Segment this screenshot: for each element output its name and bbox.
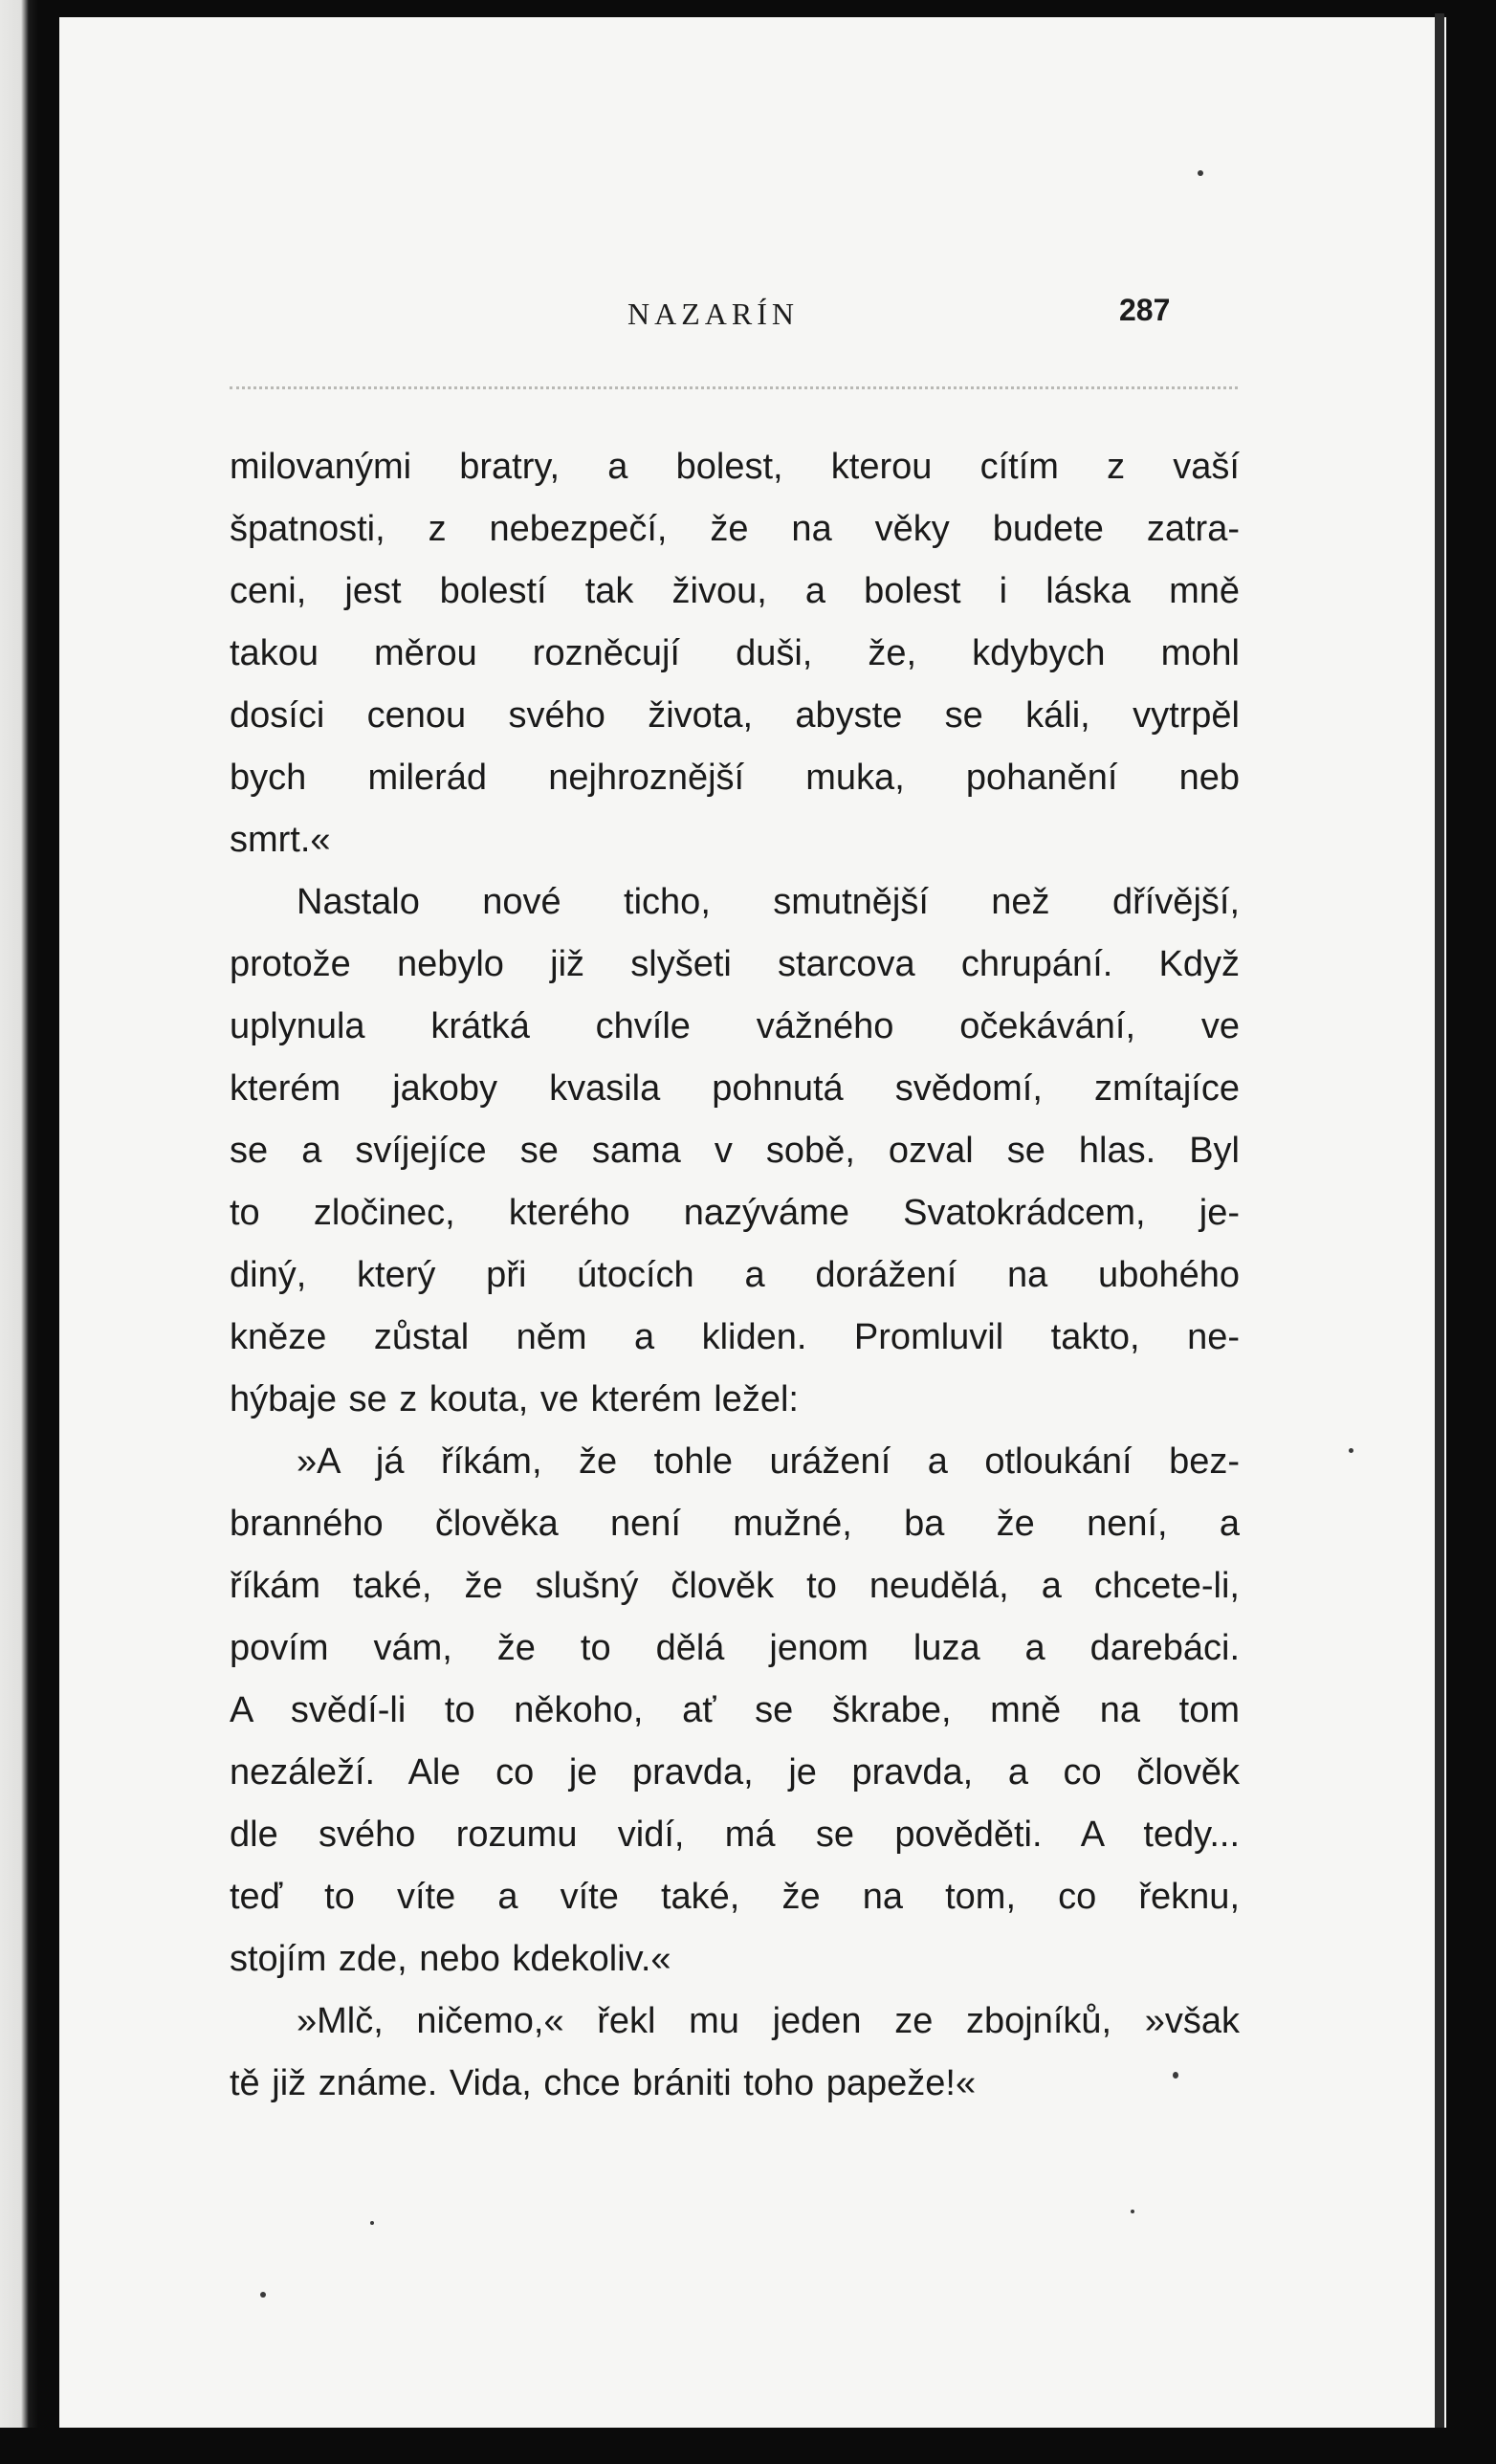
book-page xyxy=(59,17,1446,2443)
scan-speck xyxy=(1198,170,1203,176)
text-line: dosíci cenou svého života, abyste se káli, vytrpěl xyxy=(230,695,1240,736)
text-line: Nastalo nové ticho, smutnější než dřívější, xyxy=(297,882,1240,922)
text-line: tě již známe. Vida, chce brániti toho papeže!« xyxy=(230,2063,977,2103)
text-line: diný, který při útocích a dorážení na ubohého xyxy=(230,1255,1240,1295)
page-number: 287 xyxy=(1119,293,1171,327)
text-line: takou měrou rozněcují duši, že, kdybych mohl xyxy=(230,633,1240,673)
text-line: bych milerád nejhroznější muka, pohanění neb xyxy=(230,758,1240,798)
scan-speck xyxy=(1173,2072,1178,2079)
text-line: dle svého rozumu vidí, má se pověděti. A tedy... xyxy=(230,1815,1240,1855)
running-title: NAZARÍN xyxy=(627,297,799,331)
text-line: nezáleží. Ale co je pravda, je pravda, a co člověk xyxy=(230,1752,1240,1793)
text-line: »A já říkám, že tohle urážení a otloukání bez- xyxy=(297,1441,1240,1482)
text-line: milovanými bratry, a bolest, kterou cítím z vaší xyxy=(230,447,1240,487)
text-line: stojím zde, nebo kdekoliv.« xyxy=(230,1939,671,1979)
page-bottom-edge xyxy=(0,2428,1496,2464)
text-line: protože nebylo již slyšeti starcova chrupání. Když xyxy=(230,944,1240,984)
text-line: »Mlč, ničemo,« řekl mu jeden ze zbojníků, »však xyxy=(297,2001,1240,2041)
text-line: uplynula krátká chvíle vážného očekávání, ve xyxy=(230,1006,1240,1046)
text-line: kněze zůstal něm a kliden. Promluvil takto, ne- xyxy=(230,1317,1240,1357)
text-line: A svědí-li to někoho, ať se škrabe, mně na tom xyxy=(230,1690,1240,1730)
text-line: se a svíjejíce se sama v sobě, ozval se hlas. Byl xyxy=(230,1131,1240,1171)
text-line: říkám také, že slušný člověk to neudělá, a chcete-li, xyxy=(230,1566,1240,1606)
scan-speck xyxy=(370,2221,374,2225)
text-line: branného člověka není mužné, ba že není, a xyxy=(230,1504,1240,1544)
text-line: teď to víte a víte také, že na tom, co řeknu, xyxy=(230,1877,1240,1917)
text-line: smrt.« xyxy=(230,820,331,860)
text-line: hýbaje se z kouta, ve kterém ležel: xyxy=(230,1379,799,1419)
scan-speck xyxy=(1349,1448,1353,1453)
header-divider xyxy=(230,386,1238,389)
scan-speck xyxy=(260,2292,266,2298)
previous-page-edge xyxy=(0,0,38,2464)
text-line: kterém jakoby kvasila pohnutá svědomí, zmítajíce xyxy=(230,1068,1240,1109)
text-line: to zločinec, kterého nazýváme Svatokrádcem, je- xyxy=(230,1193,1240,1233)
body-text xyxy=(230,436,1240,2115)
page-header xyxy=(59,293,1446,344)
text-line: ceni, jest bolestí tak živou, a bolest i láska mně xyxy=(230,571,1240,611)
text-line: povím vám, že to dělá jenom luza a darebáci. xyxy=(230,1628,1240,1668)
text-line: špatnosti, z nebezpečí, že na věky budete zatra- xyxy=(230,509,1240,549)
page-right-edge xyxy=(1435,13,1444,2449)
scan-speck xyxy=(1131,2210,1134,2213)
